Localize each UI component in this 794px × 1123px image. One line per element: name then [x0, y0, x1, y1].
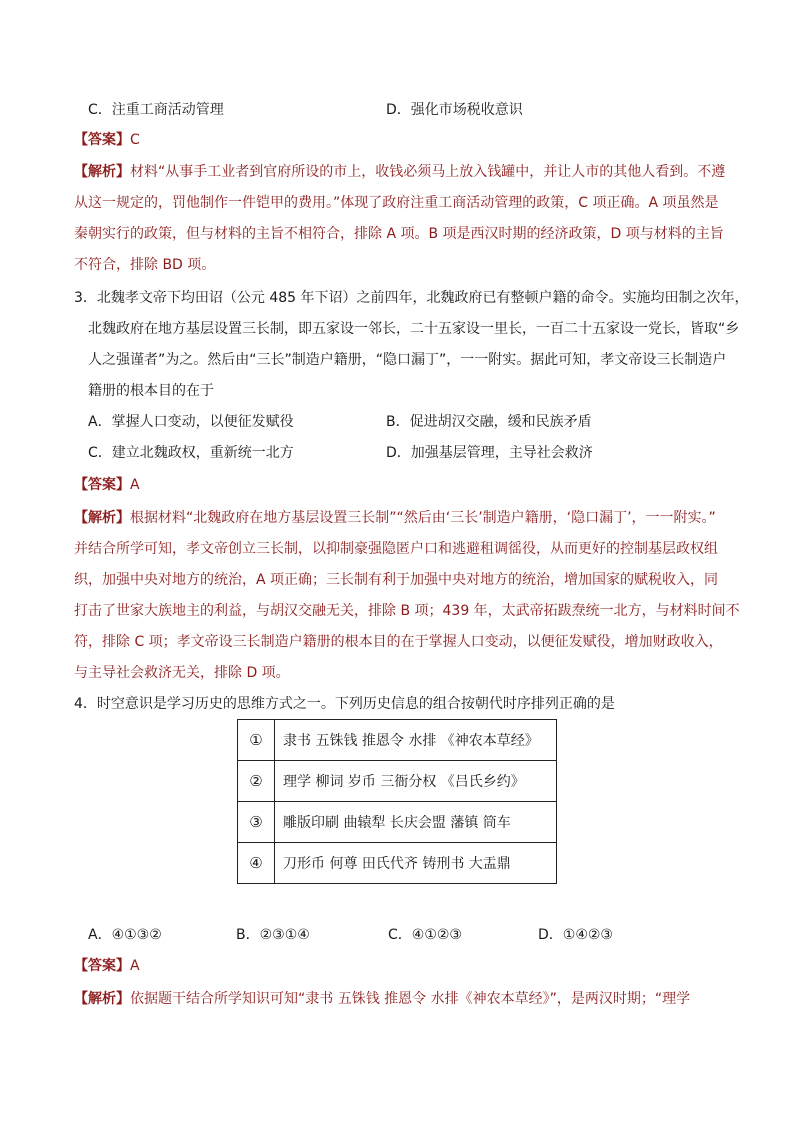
row-number: ② [238, 761, 275, 802]
q4-analysis-line-1 [74, 989, 690, 1009]
analysis-label: 【解析】 [74, 164, 130, 180]
analysis-label: 【解析】 [74, 510, 130, 526]
q3-analysis-line-1 [74, 508, 716, 528]
q3-option-c: C．建立北魏政权，重新统一北方 [88, 445, 294, 461]
q4-option-b: B．②③①④ [236, 927, 310, 943]
q3-stem-line-4: 籍册的根本目的在于 [88, 383, 214, 399]
q4-option-a: A．④①③② [88, 927, 162, 943]
row-text: 隶书 五铢钱 推恩令 水排 《神农本草经》 [275, 720, 557, 761]
q2-answer [74, 130, 140, 150]
q4-answer [74, 956, 140, 976]
table-row [238, 843, 557, 884]
q3-option-d: D．加强基层管理，主导社会救济 [386, 445, 593, 461]
q3-stem-line-1: 3．北魏孝文帝下均田诏（公元 485 年下诏）之前四年，北魏政府已有整顿户籍的命令。实施均田制之次年， [74, 290, 749, 306]
analysis-label: 【解析】 [74, 991, 130, 1007]
q3-answer [74, 475, 140, 495]
table-row [238, 802, 557, 843]
row-text: 雕版印刷 曲辕犁 长庆会盟 藩镇 筒车 [275, 802, 557, 843]
q3-analysis-line-6: 与主导社会救济无关，排除 D 项。 [74, 665, 290, 681]
row-number: ③ [238, 802, 275, 843]
analysis-text: 依据题干结合所学知识可知“隶书 五铢钱 推恩令 水排《神农本草经》”，是两汉时期；“理学 [130, 991, 691, 1007]
q2-option-c: C．注重工商活动管理 [88, 102, 224, 118]
row-number: ④ [238, 843, 275, 884]
q2-analysis-line-2: 从这一规定的，罚他制作一件铠甲的费用。”体现了政府注重工商活动管理的政策，C 项正确。A 项虽然是 [74, 195, 719, 211]
q4-option-c: C．④①②③ [388, 927, 462, 943]
analysis-text: 根据材料“北魏政府在地方基层设置三长制”“然后由‘三长’制造户籍册，‘隐口漏丁’，一一附实。” [130, 510, 716, 526]
answer-value: C [130, 132, 140, 148]
row-number: ① [238, 720, 275, 761]
answer-label: 【答案】 [74, 132, 130, 148]
table-row [238, 720, 557, 761]
q2-analysis-line-1 [74, 162, 725, 182]
q3-stem-line-2: 北魏政府在地方基层设置三长制，即五家设一邻长，二十五家设一里长，一百二十五家设一党长，皆取“乡 [88, 321, 740, 337]
q4-option-d: D．①④②③ [538, 927, 613, 943]
q3-option-b: B．促进胡汉交融，缓和民族矛盾 [386, 414, 592, 430]
row-text: 理学 柳词 岁币 三衙分权 《吕氏乡约》 [275, 761, 557, 802]
answer-label: 【答案】 [74, 958, 130, 974]
q3-stem-line-3: 人之强谨者”为之。然后由“三长”制造户籍册，“隐口漏丁”，一一附实。据此可知，孝文帝设三长制造户 [88, 352, 727, 368]
q3-option-a: A．掌握人口变动，以便征发赋役 [88, 414, 294, 430]
q3-analysis-line-5: 符，排除 C 项；孝文帝设三长制造户籍册的根本目的在于掌握人口变动，以便征发赋役，增加财政收入， [74, 634, 723, 650]
sequence-table [237, 719, 557, 884]
q3-analysis-line-3: 织，加强中央对地方的统治，A 项正确；三长制有利于加强中央对地方的统治，增加国家的赋税收入，同 [74, 572, 719, 588]
table-row [238, 761, 557, 802]
q2-analysis-line-4: 不符合，排除 BD 项。 [74, 257, 216, 273]
q3-analysis-line-4: 打击了世家大族地主的利益，与胡汉交融无关，排除 B 项；439 年，太武帝拓跋焘统一北方，与材料时间不 [74, 603, 740, 619]
answer-label: 【答案】 [74, 477, 130, 493]
analysis-text: 材料“从事手工业者到官府所设的市上，收钱必须马上放入钱罐中，并让人市的其他人看到。不遵 [130, 164, 726, 180]
answer-value: A [130, 958, 140, 974]
q4-stem: 4．时空意识是学习历史的思维方式之一。下列历史信息的组合按朝代时序排列正确的是 [74, 696, 615, 712]
row-text: 刀形币 何尊 田氏代齐 铸刑书 大盂鼎 [275, 843, 557, 884]
answer-value: A [130, 477, 140, 493]
q3-analysis-line-2: 并结合所学可知，孝文帝创立三长制，以抑制豪强隐匿户口和逃避租调徭役，从而更好的控制基层政权组 [74, 541, 718, 557]
q2-option-d: D．强化市场税收意识 [386, 102, 523, 118]
q2-analysis-line-3: 秦朝实行的政策，但与材料的主旨不相符合，排除 A 项。B 项是西汉时期的经济政策，D 项与材料的主旨 [74, 226, 724, 242]
